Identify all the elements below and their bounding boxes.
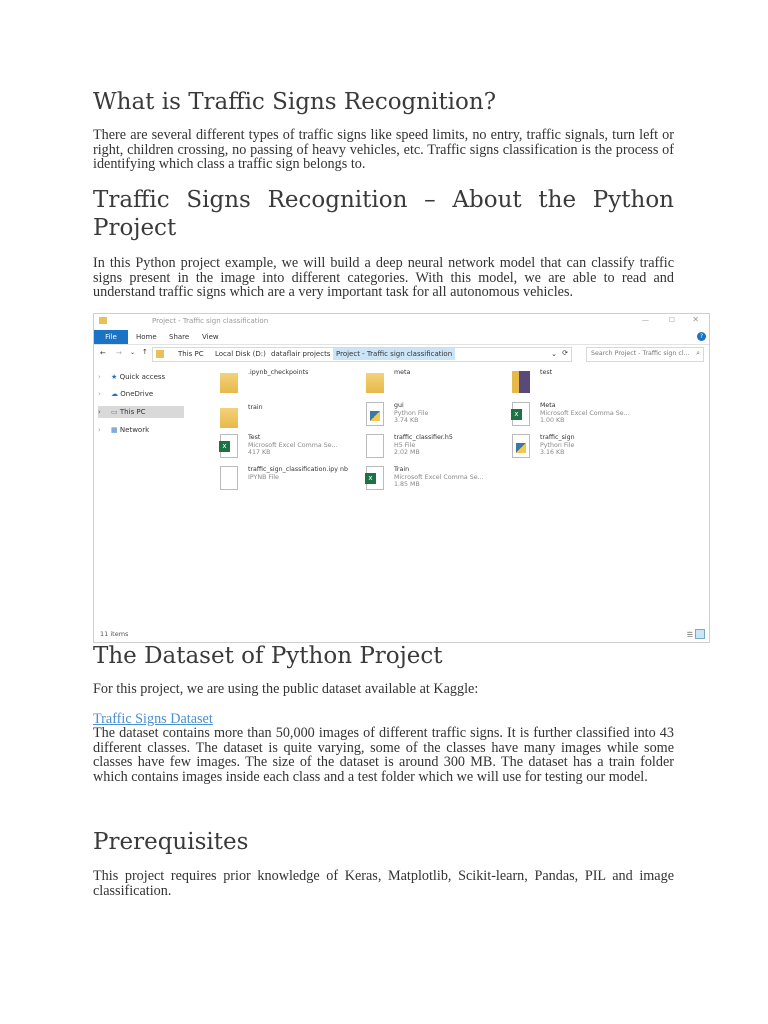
- forward-arrow-icon[interactable]: →: [116, 349, 122, 357]
- python-file-icon: [512, 434, 530, 458]
- search-icon: ⌕: [696, 349, 700, 357]
- search-input[interactable]: Search Project - Traffic sign cl... ⌕: [586, 347, 704, 362]
- refresh-icon[interactable]: ⟳: [562, 349, 568, 357]
- paragraph-about-project: In this Python project example, we will build a deep neural network model that can classify traffic signs present in the image into different categories. With this model, we are able to read and understand traffic signs which are a very important task for all autonomous vehicles.: [93, 255, 674, 301]
- list-item[interactable]: train: [220, 404, 360, 434]
- tab-file[interactable]: File: [94, 330, 128, 344]
- list-item[interactable]: traffic_sign_classification.ipy nb IPYNB File: [220, 466, 360, 506]
- excel-icon: x: [366, 466, 384, 490]
- tab-view[interactable]: View: [202, 333, 219, 341]
- breadcrumb-local-disk[interactable]: Local Disk (D:): [215, 350, 266, 358]
- computer-icon: ▭: [111, 408, 118, 416]
- chevron-right-icon: ›: [98, 408, 101, 416]
- list-item[interactable]: x Meta Microsoft Excel Comma Se... 1.00 KB: [512, 402, 652, 432]
- tab-home[interactable]: Home: [136, 333, 157, 341]
- list-item[interactable]: traffic_sign Python File 3.16 KB: [512, 434, 652, 464]
- nav-onedrive[interactable]: › ☁ OneDrive: [98, 390, 154, 398]
- folder-icon: [220, 408, 238, 428]
- excel-icon: x: [220, 434, 238, 458]
- window-title: Project - Traffic sign classification: [152, 317, 269, 325]
- traffic-signs-dataset-link[interactable]: Traffic Signs Dataset: [93, 711, 213, 727]
- maximize-icon[interactable]: ☐: [668, 316, 675, 324]
- breadcrumb-this-pc[interactable]: This PC: [178, 350, 204, 358]
- navigation-pane: [94, 366, 204, 626]
- list-item[interactable]: gui Python File 3.74 KB: [366, 402, 506, 432]
- heading-dataset: The Dataset of Python Project: [93, 643, 443, 669]
- folder-image-icon: [512, 371, 530, 393]
- help-icon[interactable]: ?: [697, 332, 706, 341]
- file-icon: [366, 434, 384, 458]
- paragraph-what-is: There are several different types of traffic signs like speed limits, no entry, traffic signals, turn left or right, children crossing, no passing of heavy vehicles, etc. Traffic signs classification is the process of identifying which class a traffic sign belongs to.: [93, 127, 674, 173]
- close-icon[interactable]: ✕: [692, 315, 699, 324]
- tab-share[interactable]: Share: [169, 333, 190, 341]
- status-bar: 11 items: [100, 630, 129, 638]
- star-icon: ★: [111, 373, 118, 381]
- nav-network[interactable]: › ▦ Network: [98, 426, 150, 434]
- chevron-right-icon: ›: [98, 390, 101, 398]
- details-view-icon[interactable]: ☰: [686, 631, 693, 639]
- file-list: [212, 366, 709, 636]
- file-icon: [220, 466, 238, 490]
- folder-icon: [156, 350, 164, 358]
- address-bar-row: [94, 345, 709, 363]
- chevron-down-icon[interactable]: ⌄: [551, 350, 557, 358]
- chevron-right-icon: ›: [98, 373, 101, 381]
- list-item[interactable]: test: [512, 369, 652, 399]
- list-item[interactable]: meta: [366, 369, 506, 399]
- minimize-icon[interactable]: —: [642, 316, 649, 324]
- network-icon: ▦: [111, 426, 118, 434]
- folder-icon: [220, 373, 238, 393]
- back-arrow-icon[interactable]: ←: [100, 349, 106, 357]
- nav-this-pc[interactable]: › ▭ This PC: [98, 406, 184, 418]
- nav-quick-access[interactable]: › ★ Quick access: [98, 373, 166, 381]
- paragraph-prerequisites: This project requires prior knowledge of Keras, Matplotlib, Scikit-learn, Pandas, PIL and image classification.: [93, 868, 674, 899]
- up-arrow-icon[interactable]: ↑: [142, 348, 148, 356]
- heading-about-project: Traffic Signs Recognition – About the Python Project: [93, 187, 674, 241]
- list-item[interactable]: traffic_classifier.h5 H5 File 2.02 MB: [366, 434, 506, 464]
- large-icons-view-icon[interactable]: [695, 629, 705, 639]
- chevron-right-icon: ›: [98, 426, 101, 434]
- folder-icon: [99, 317, 107, 324]
- address-bar[interactable]: [152, 347, 572, 362]
- heading-what-is: What is Traffic Signs Recognition?: [93, 89, 497, 115]
- breadcrumb-dataflair[interactable]: dataflair projects: [271, 350, 331, 358]
- ribbon-tabs: [94, 330, 709, 345]
- cloud-icon: ☁: [111, 390, 119, 398]
- heading-prerequisites: Prerequisites: [93, 829, 249, 855]
- recent-dropdown-icon[interactable]: ⌄: [130, 349, 136, 356]
- explorer-titlebar: [94, 314, 709, 330]
- list-item[interactable]: .ipynb_checkpoints: [220, 369, 360, 399]
- excel-icon: x: [512, 402, 530, 426]
- list-item[interactable]: x Test Microsoft Excel Comma Se... 417 KB: [220, 434, 360, 464]
- list-item[interactable]: x Train Microsoft Excel Comma Se... 1.85 MB: [366, 466, 506, 496]
- folder-icon: [366, 373, 384, 393]
- file-explorer-screenshot: [93, 313, 710, 643]
- paragraph-dataset-intro: For this project, we are using the public dataset available at Kaggle:: [93, 681, 479, 697]
- python-file-icon: [366, 402, 384, 426]
- paragraph-dataset: The dataset contains more than 50,000 images of different traffic signs. It is further classified into 43 different classes. The dataset is quite varying, some of the classes have many images while some classes have few images. The size of the dataset is around 300 MB. The dataset has a train folder which contains images inside each class and a test folder which we will use for testing our model.: [93, 725, 674, 785]
- breadcrumb-current[interactable]: Project - Traffic sign classification: [333, 348, 455, 360]
